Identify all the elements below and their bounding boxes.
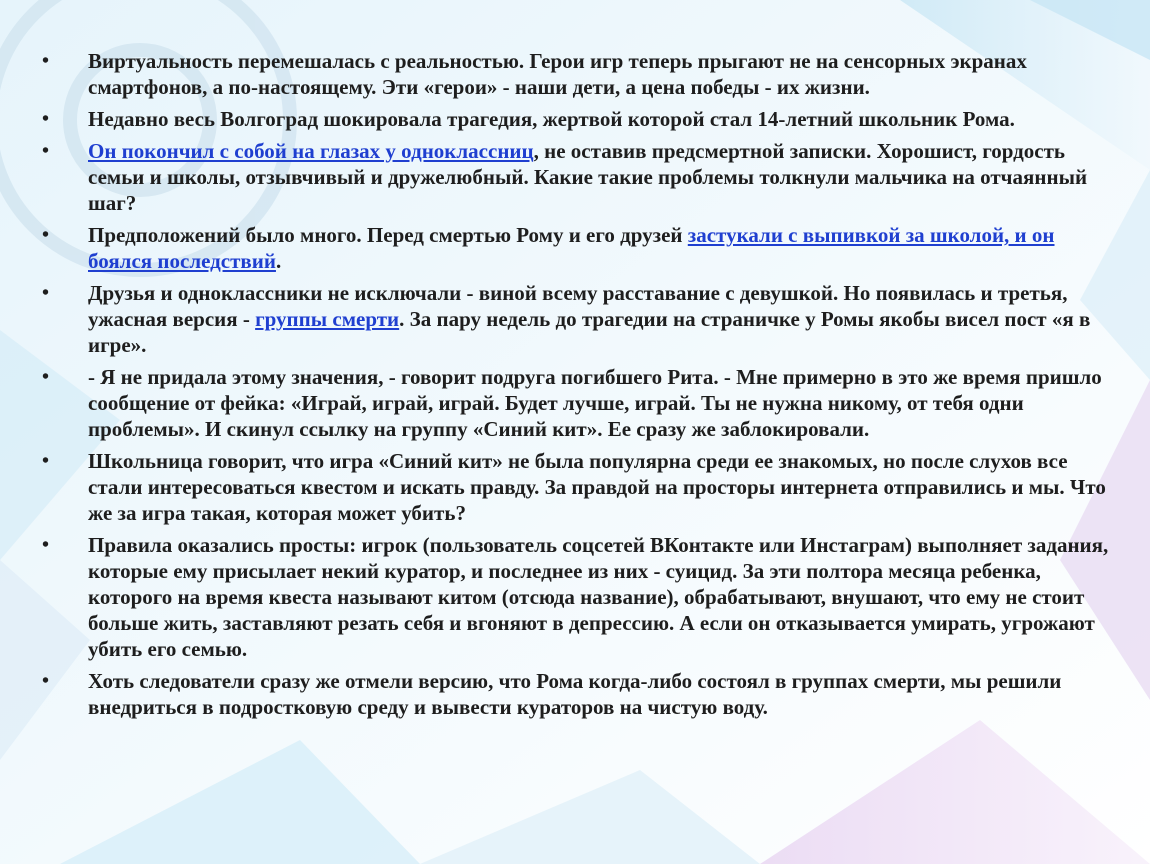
bullet-icon: • bbox=[42, 670, 50, 692]
bullet-text: Правила оказались просты: игрок (пользователь соцсетей ВКонтакте или Инстаграм) выполняет задания, которые ему присылает некий куратор, и последнее из них - суицид. За эти полтора месяца ребенка, которого на время квеста называют китом (отсюда название), обрабатывают, внушают, что ему не стоит больше жить, заставляют резать себя и вгоняют в депрессию. А если он отказывается умирать, угрожают убить его семью. bbox=[88, 533, 1109, 661]
bullet-icon: • bbox=[42, 282, 50, 304]
list-item bbox=[40, 48, 1110, 100]
link-caught-drinking[interactable]: застукали с выпивкой за школой, и он боялся последствий bbox=[88, 223, 1055, 273]
bullet-text: - Я не придала этому значения, - говорит подруга погибшего Рита. - Мне примерно в это же время пришло сообщение от фейка: «Играй, играй, играй. Будет лучше, играй. Ты не нужна никому, от тебя одни проблемы». И скинул ссылку на группу «Синий кит». Ее сразу же заблокировали. bbox=[88, 365, 1102, 441]
bullet-text: , не оставив предсмертной записки. Хорошист, гордость семьи и школы, отзывчивый и дружелюбный. Какие такие проблемы толкнули мальчика на отчаянный шаг? bbox=[88, 139, 1088, 215]
link-suicide-report[interactable]: Он покончил с собой на глазах у одноклассниц bbox=[88, 139, 534, 163]
list-item bbox=[40, 106, 1110, 132]
bullet-text: . bbox=[275, 249, 282, 273]
list-item bbox=[40, 222, 1110, 274]
bullet-text: . За пару недель до трагедии на страничке у Ромы якобы висел пост «я в игре». bbox=[88, 307, 1091, 357]
bullet-text: Недавно весь Волгоград шокировала трагедия, жертвой которой стал 14-летний школьник Рома. bbox=[88, 107, 1015, 131]
bullet-text: Друзья и одноклассники не исключали - виной всему расставание с девушкой. Но появилась и третья, ужасная версия - bbox=[88, 281, 1068, 331]
bullet-icon: • bbox=[42, 50, 50, 72]
list-item bbox=[40, 448, 1110, 526]
list-item bbox=[40, 138, 1110, 216]
list-item bbox=[40, 668, 1110, 720]
bullet-text: Виртуальность перемешалась с реальностью. Герои игр теперь прыгают не на сенсорных экранах смартфонов, а по-настоящему. Эти «герои» - наши дети, а цена победы - их жизни. bbox=[88, 49, 1027, 99]
bullet-list bbox=[40, 48, 1110, 720]
list-item bbox=[40, 280, 1110, 358]
bullet-icon: • bbox=[42, 450, 50, 472]
bullet-text: Хоть следователи сразу же отмели версию, что Рома когда-либо состоял в группах смерти, мы решили внедриться в подростковую среду и вывести кураторов на чистую воду. bbox=[88, 669, 1062, 719]
bullet-text: Предположений было много. Перед смертью Рому и его друзей bbox=[88, 223, 688, 247]
slide-content bbox=[40, 48, 1110, 726]
list-item bbox=[40, 532, 1110, 662]
bullet-text: Школьница говорит, что игра «Синий кит» не была популярна среди ее знакомых, но после слухов все стали интересоваться квестом и искать правду. За правдой на просторы интернета отправились и мы. Что же за игра такая, которая может убить? bbox=[88, 449, 1106, 525]
bullet-icon: • bbox=[42, 140, 50, 162]
bullet-icon: • bbox=[42, 224, 50, 246]
bullet-icon: • bbox=[42, 534, 50, 556]
bullet-icon: • bbox=[42, 108, 50, 130]
list-item bbox=[40, 364, 1110, 442]
link-death-groups[interactable]: группы смерти bbox=[255, 307, 400, 331]
bullet-icon: • bbox=[42, 366, 50, 388]
